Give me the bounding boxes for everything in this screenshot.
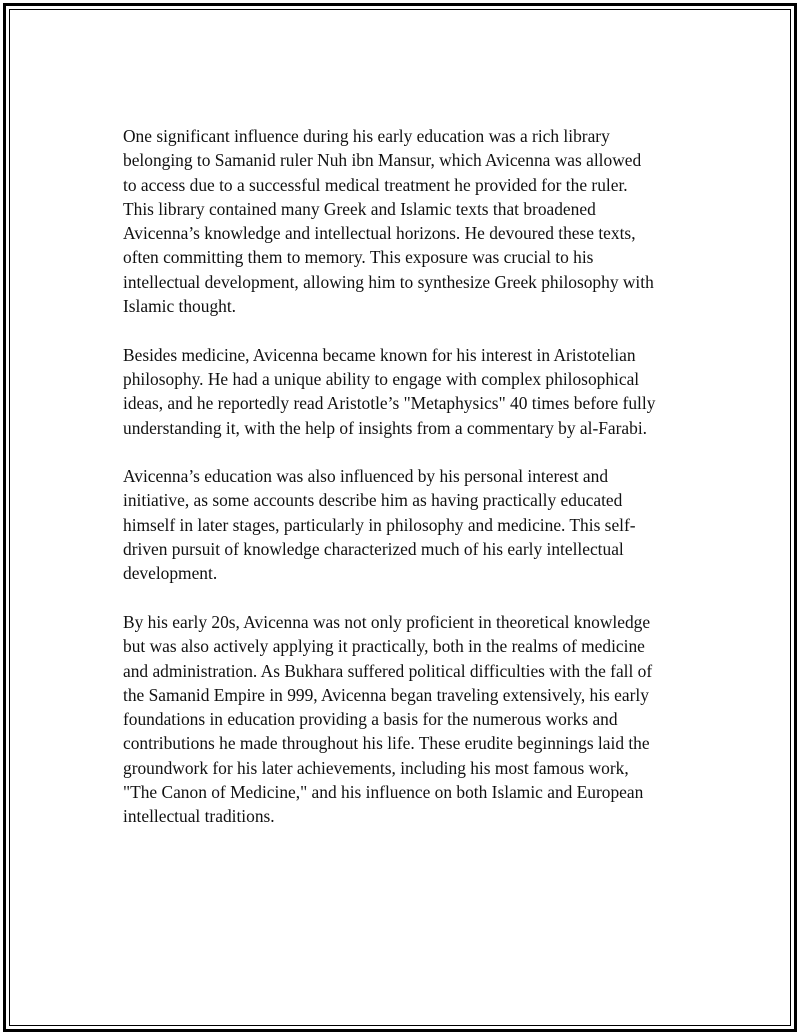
text-line: This library contained many Greek and Islamic texts that broadened	[123, 198, 596, 219]
paragraph-self-education	[123, 464, 703, 585]
text-line: understanding it, with the help of insights from a commentary by al-Farabi.	[123, 417, 648, 438]
text-line: but was also actively applying it practically, both in the realms of medicine	[123, 636, 645, 657]
text-line: initiative, as some accounts describe him as having practically educated	[123, 490, 623, 511]
text-line: contributions he made throughout his life. These erudite beginnings laid the	[123, 733, 650, 754]
text-line: One significant influence during his early education was a rich library	[123, 126, 610, 146]
page-border	[3, 3, 797, 1032]
text-line: philosophy. He had a unique ability to engage with complex philosophical	[123, 368, 640, 389]
text-line: groundwork for his later achievements, including his most famous work,	[123, 757, 629, 778]
text-line: and administration. As Bukhara suffered political difficulties with the fall of	[123, 660, 653, 681]
text-line: development.	[123, 563, 218, 584]
text-line: Avicenna’s education was also influenced by his personal interest and	[123, 466, 609, 487]
text-line: himself in later stages, particularly in philosophy and medicine. This self-	[123, 514, 636, 535]
text-line: belonging to Samanid ruler Nuh ibn Mansur, which Avicenna was allowed	[123, 150, 642, 171]
text-line: intellectual development, allowing him to synthesize Greek philosophy with	[123, 271, 654, 292]
paragraph-early-twenties	[123, 610, 703, 829]
text-line: often committing them to memory. This exposure was crucial to his	[123, 247, 594, 268]
paragraph-library-influence	[123, 124, 703, 318]
paragraph-aristotelian-philosophy	[123, 343, 703, 440]
text-line: ideas, and he reportedly read Aristotle’s "Metaphysics" 40 times before fully	[123, 393, 656, 414]
text-line: Islamic thought.	[123, 296, 237, 317]
text-line: Besides medicine, Avicenna became known for his interest in Aristotelian	[123, 344, 636, 365]
text-line: driven pursuit of knowledge characterized much of his early intellectual	[123, 539, 624, 560]
text-line: Avicenna’s knowledge and intellectual horizons. He devoured these texts,	[123, 223, 636, 244]
text-line: By his early 20s, Avicenna was not only proficient in theoretical knowledge	[123, 611, 651, 632]
text-line: intellectual traditions.	[123, 806, 275, 827]
text-line: the Samanid Empire in 999, Avicenna began traveling extensively, his early	[123, 684, 649, 705]
document-body	[123, 124, 703, 853]
text-line: to access due to a successful medical treatment he provided for the ruler.	[123, 174, 628, 195]
text-line: foundations in education providing a basis for the numerous works and	[123, 709, 618, 730]
text-line: "The Canon of Medicine," and his influence on both Islamic and European	[123, 782, 644, 803]
